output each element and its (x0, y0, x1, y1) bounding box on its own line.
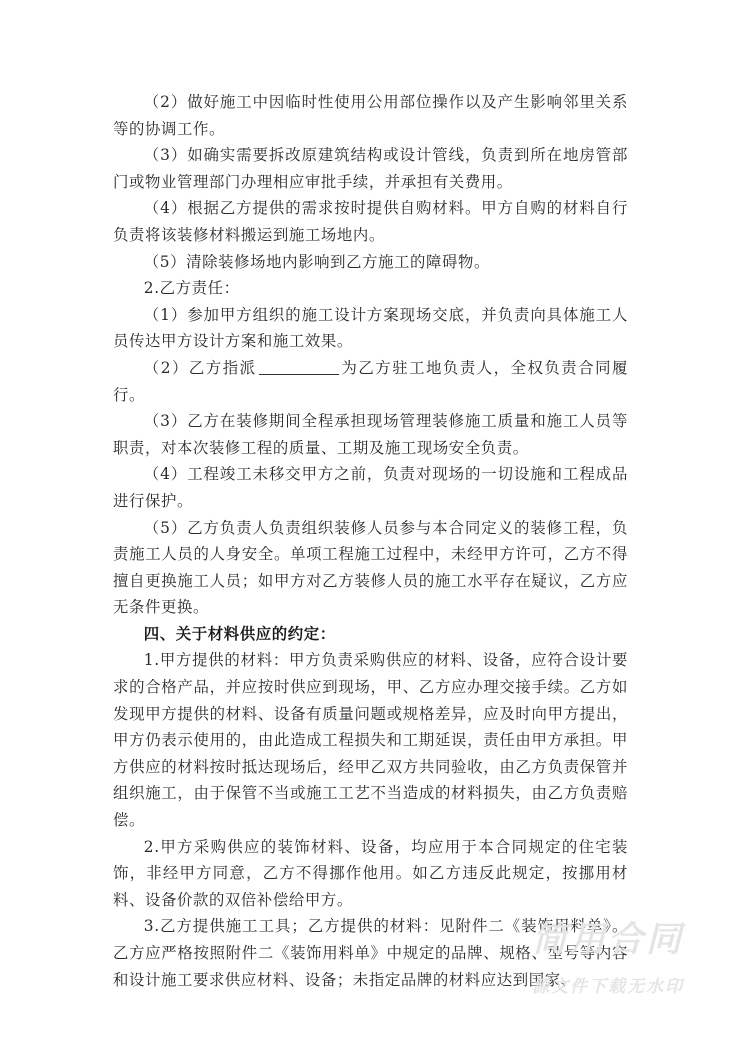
paragraph-party-a-3: （3）如确实需要拆改原建筑结构或设计管线，负责到所在地房管部门或物业管理部门办理相应审批手续，并承担有关费用。 (113, 146, 628, 191)
paragraph-party-b-1: （1）参加甲方组织的施工设计方案现场交底，并负责向具体施工人员传达甲方设计方案和施工效果。 (113, 305, 628, 351)
paragraph-material-1: 1.甲方提供的材料：甲方负责采购供应的材料、设备，应符合设计要求的合格产品，并应按时供应到现场，甲、乙方应办理交接手续。乙方如发现甲方提供的材料、设备有质量问题或规格差异，应及时向甲方提出，甲方仍表示使用的，由此造成工程损失和工期延误，责任由甲方承担。甲方供应的材料按时抵达现场后，经甲乙双方共同验收，由乙方负责保管并组织施工，由于保管不当或施工工艺不当造成的材料损失，由乙方负责赔偿。 (113, 651, 628, 830)
watermark-logo-text: 简用合同 (531, 920, 684, 960)
paragraph-material-3: 3.乙方提供施工工具；乙方提供的材料：见附件二《装饰用料单》。乙方应严格按照附件二《装饰用料单》中规定的品牌、规格、型号等内容和设计施工要求供应材料、设备；未指定品牌的材料应达到国家、 (113, 917, 628, 989)
subheading-party-b-responsibility: 2.乙方责任： (143, 279, 240, 298)
paragraph-party-b-2-after: 为乙方驻工地负责人，全权负责合同履行。 (113, 358, 628, 404)
watermark-subtitle: 源文件下载无水印 (532, 977, 684, 997)
paragraph-party-a-4: （4）根据乙方提供的需求按时提供自购材料。甲方自购的材料自行负责将该装修材料搬运到施工场地内。 (113, 199, 628, 244)
paragraph-party-b-5: （5）乙方负责人负责组织装修人员参与本合同定义的装修工程，负责施工人员的人身安全。单项工程施工过程中，未经甲方许可，乙方不得擅自更换施工人员；如甲方对乙方装修人员的施工水平存在疑议，乙方应无条件更换。 (113, 518, 628, 617)
watermark (508, 920, 708, 997)
paragraph-party-a-2: （2）做好施工中因临时性使用公用部位操作以及产生影响邻里关系等的协调工作。 (113, 93, 628, 138)
fill-in-blank (259, 358, 339, 375)
document-page (113, 89, 628, 993)
paragraph-party-b-3: （3）乙方在装修期间全程承担现场管理装修施工质量和施工人员等职责，对本次装修工程的质量、工期及施工现场安全负责。 (113, 412, 628, 457)
paragraph-party-b-2 (113, 355, 628, 408)
paragraph-party-b-4: （4）工程竣工未移交甲方之前，负责对现场的一切设施和工程成品进行保护。 (113, 465, 628, 510)
paragraph-party-b-2-before: （2）乙方指派 (143, 358, 257, 377)
section-heading-material-supply: 四、关于材料供应的约定： (143, 624, 336, 643)
paragraph-material-2: 2.甲方采购供应的装饰材料、设备，均应用于本合同规定的住宅装饰，非经甲方同意，乙方不得挪作他用。如乙方违反此规定，按挪用材料、设备价款的双倍补偿给甲方。 (113, 837, 628, 909)
paragraph-party-a-5: （5）清除装修场地内影响到乙方施工的障碍物。 (143, 252, 490, 271)
